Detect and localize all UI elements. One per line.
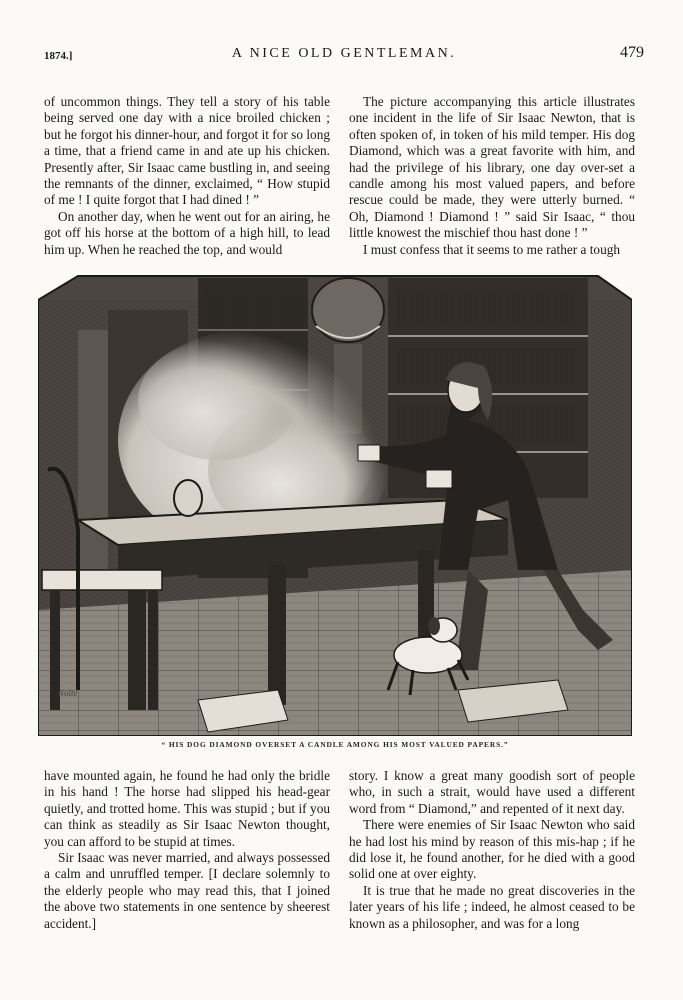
paragraph: I must confess that it seems to me rather a tough <box>363 241 621 257</box>
column-top-left <box>44 94 330 258</box>
column-top-right <box>349 94 635 258</box>
paragraph: of uncommon things. They tell a story of his table being served one day with a nice broiled chicken ; but he forgot his dinner-hour, and forgot it for so long a time, that a friend came in and ate up his chicken. Presently after, Sir Isaac came bustling in, and seeing the remnants of the dinner, exclaimed, “ How stupid of me ! I quite forgot that I had dined ! ” <box>44 94 330 208</box>
header-year: 1874.] <box>44 50 73 62</box>
header-title: A NICE OLD GENTLEMAN. <box>231 46 457 61</box>
column-bottom-left <box>44 768 330 932</box>
illustration <box>38 270 632 736</box>
artist-signature: Nolte <box>58 688 78 698</box>
paragraph: It is true that he made no great discoveries in the later years of his life ; indeed, he almost ceased to be known as a philosopher, and was for a long <box>349 882 635 931</box>
running-header <box>44 44 644 72</box>
paragraph: Sir Isaac was never married, and always possessed a calm and unruffled temper. [I declare solemnly to the elderly people who may read this, that I joined the above two statements in one sentence by sheerest accident.] <box>44 850 330 931</box>
page-number: 479 <box>620 44 644 61</box>
paragraph: There were enemies of Sir Isaac Newton who said he had lost his mind by reason of this mis-hap ; if he did lose it, he found another, for he died with a good solid one at over eighty. <box>349 817 635 882</box>
paragraph: On another day, when he went out for an airing, he got off his horse at the bottom of a high hill, to lead him up. When he reached the top, and would <box>44 208 330 257</box>
engraving-newton-library <box>38 270 632 736</box>
column-bottom-right <box>349 768 635 932</box>
illustration-caption: “ HIS DOG DIAMOND OVERSET A CANDLE AMONG HIS MOST VALUED PAPERS.” <box>161 740 509 749</box>
paragraph: The picture accompanying this article illustrates one incident in the life of Sir Isaac Newton, that is often spoken of, in token of his mild temper. His dog Diamond, which was a great favorite with him, and had the privilege of his library, one day over-set a candle among his most valued papers, and before rescue could be made, they were utterly burned. “ Oh, Diamond ! Diamond ! ” said Sir Isaac, “ thou little knowest the mischief thou hast done ! ” <box>349 94 635 241</box>
paragraph: have mounted again, he found he had only the bridle in his hand ! The horse had slipped his head-gear quietly, and trotted home. This was stupid ; but if you can think as steadily as Sir Isaac Newton thought, you can afford to be stupid at times. <box>44 768 330 849</box>
paragraph: story. I know a great many goodish sort of people who, in such a strait, would have used a different word from “ Diamond,” and repented of it next day. <box>349 768 635 816</box>
